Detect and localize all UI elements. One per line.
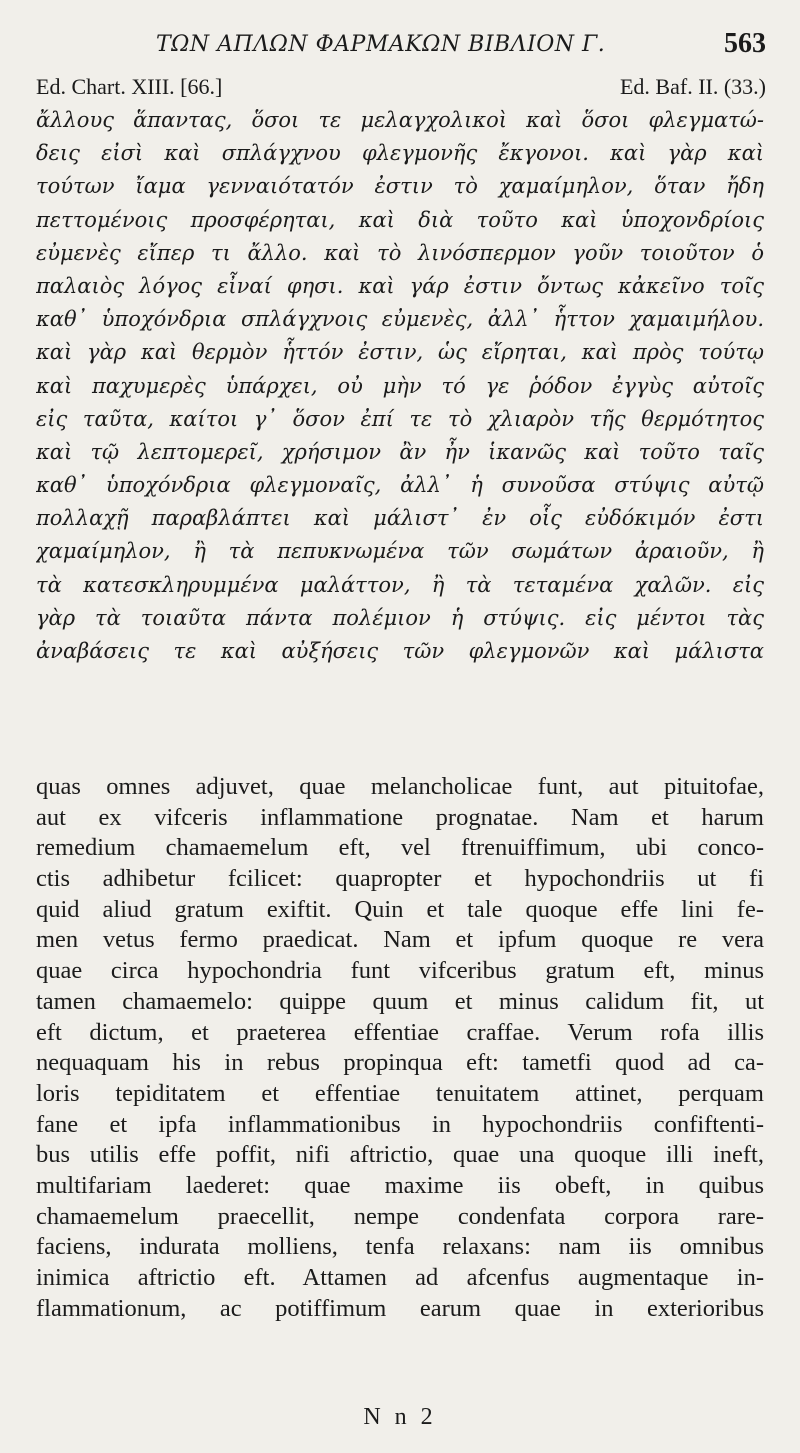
latin-text-line: multifariam laederet: quae maxime iis obeft, in quibus — [36, 1171, 764, 1199]
greek-text-block — [36, 104, 764, 668]
latin-text-line: quid aliud gratum exiftit. Quin et tale quoque effe lini fe- — [36, 895, 764, 923]
greek-text-line: εἰς ταῦτα, καίτοι γ᾽ ὅσον ἐπί τε τὸ χλιαρὸν τῆς θερμότητος — [36, 406, 764, 431]
greek-text-line: τὰ κατεσκληρυμμένα μαλάττον, ἢ τὰ τεταμένα χαλῶν. εἰς — [36, 572, 764, 597]
latin-text-line: nequaquam his in rebus propinqua eft: tametfi quod ad ca- — [36, 1049, 764, 1077]
greek-text-line: ἀναβάσεις τε καὶ αὐξήσεις τῶν φλεγμονῶν καὶ μάλιστα — [36, 639, 764, 663]
greek-text-line: γὰρ τὰ τοιαῦτα πάντα πολέμιον ἡ στύψις. εἰς μέντοι τὰς — [36, 605, 764, 630]
latin-text-line: fane et ipfa inflammationibus in hypochondriis confiftenti- — [36, 1110, 764, 1138]
greek-text-line: τούτων ἴαμα γενναιότατόν ἐστιν τὸ χαμαίμηλον, ὅταν ἤδη — [36, 174, 764, 199]
latin-text-line: remedium chamaemelum eft, vel ftrenuiffimum, ubi conco- — [36, 834, 764, 862]
latin-text-line: bus utilis effe poffit, nifi aftrictio, quae una quoque illi ineft, — [36, 1141, 764, 1169]
edition-basel-reference: Ed. Baf. II. (33.) — [619, 74, 766, 99]
greek-text-line: εὐμενὲς εἴπερ τι ἄλλο. καὶ τὸ λινόσπερμον γοῦν τοιοῦτον ὁ — [36, 240, 764, 265]
greek-text-line: καθ᾽ ὑποχόνδρια φλεγμοναῖς, ἀλλ᾽ ἡ συνοῦσα στύψις αὐτῷ — [36, 473, 764, 498]
latin-text-line: loris tepiditatem et effentiae tenuitatem attinet, perquam — [36, 1079, 764, 1107]
printer-signature-mark: N n 2 — [363, 1404, 437, 1430]
greek-text-line: καθ᾽ ὑποχόνδρια σπλάγχνοις εὐμενὲς, ἀλλ᾽ ἧττον χαμαιμήλου. — [36, 307, 764, 332]
latin-text-line: quas omnes adjuvet, quae melancholicae funt, aut pituitofae, — [36, 773, 764, 800]
running-title: ΤΩΝ ΑΠΛΩΝ ΦΑΡΜΑΚΩΝ ΒΙΒΛΙΟΝ Γ. — [156, 32, 606, 57]
latin-text-line: inimica aftrictio eft. Attamen ad afcenfus augmentaque in- — [36, 1264, 764, 1291]
greek-text-line: χαμαίμηλον, ἢ τὰ πεπυκνωμένα τῶν σωμάτων ἀραιοῦν, ἢ — [36, 539, 764, 564]
greek-text-line: ἄλλους ἅπαντας, ὅσοι τε μελαγχολικοὶ καὶ ὅσοι φλεγματώ- — [36, 108, 764, 132]
greek-text-line: πολλαχῇ παραβλάπτει καὶ μάλιστ᾽ ἐν οἷς εὐδόκιμόν ἐστι — [36, 506, 764, 531]
latin-text-line: aut ex vifceris inflammatione prognatae. Nam et harum — [36, 803, 764, 831]
edition-reference-line — [36, 74, 766, 102]
greek-text-line: πεττομένοις προσφέρηται, καὶ διὰ τοῦτο καὶ ὑποχονδρίοις — [36, 207, 764, 232]
latin-text-line: quae circa hypochondria funt vifceribus gratum eft, minus — [36, 957, 764, 985]
greek-text-line: παλαιὸς λόγος εἶναί φησι. καὶ γάρ ἐστιν ὄντως κἀκεῖνο τοῖς — [36, 273, 764, 298]
latin-text-line: faciens, indurata molliens, tenfa relaxans: nam iis omnibus — [36, 1233, 764, 1261]
page-number: 563 — [724, 28, 766, 59]
greek-text-line: καὶ τῷ λεπτομερεῖ, χρήσιμον ἂν ἦν ἱκανῶς καὶ τοῦτο ταῖς — [36, 439, 764, 464]
latin-text-line: chamaemelum praecellit, nempe condenfata corpora rare- — [36, 1202, 764, 1230]
running-head — [36, 28, 766, 68]
latin-text-line: men vetus fermo praedicat. Nam et ipfum quoque re vera — [36, 926, 764, 954]
greek-text-line: καὶ γὰρ καὶ θερμὸν ἧττόν ἐστιν, ὡς εἴρηται, καὶ πρὸς τούτῳ — [36, 340, 764, 365]
edition-chartier-reference: Ed. Chart. XIII. [66.] — [36, 74, 223, 99]
latin-text-block — [36, 772, 764, 1324]
greek-text-line: δεις εἰσὶ καὶ σπλάγχνου φλεγμονῆς ἔκγονοι. καὶ γὰρ καὶ — [36, 141, 764, 166]
latin-text-line: flammationum, ac potiffimum earum quae in exterioribus — [36, 1294, 764, 1322]
greek-text-line: καὶ παχυμερὲς ὑπάρχει, οὐ μὴν τό γε ῥόδον ἐγγὺς αὐτοῖς — [36, 373, 764, 398]
latin-text-line: ctis adhibetur fcilicet: quapropter et hypochondriis ut fi — [36, 865, 764, 893]
latin-text-line: eft dictum, et praeterea effentiae craffae. Verum rofa illis — [36, 1018, 764, 1046]
latin-text-line: tamen chamaemelo: quippe quum et minus calidum fit, ut — [36, 987, 764, 1015]
